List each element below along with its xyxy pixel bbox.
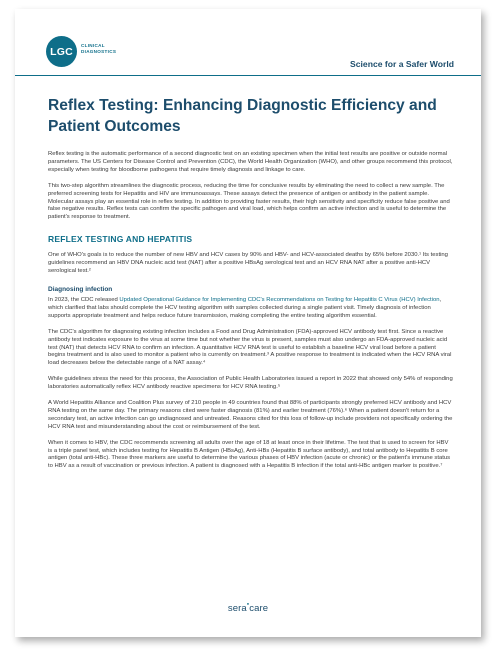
lgc-logo: LGC [46,36,77,67]
brand-part-1: sera [227,603,247,614]
tagline: Science for a Safer World [350,59,454,69]
section-paragraph-1: One of WHO's goals is to reduce the number of new HBV and HCV cases by 90% and HBV- and HCV-associated deaths by 65% before 2030.¹ Its testing guidelines recommend an HBV DNA nucleic acid test (NAT) after a positive HBsAg serological test and an HCV RNA NAT after a positive anti-HCV serological test.² [48,252,448,275]
intro-paragraph-2: This two-step algorithm streamlines the diagnostic process, reducing the time for conclusive results by eliminating the need to collect a new sample. The preferred screening tests for Hepatitis and HIV are immunoassays. These assays detect the presence of antigen or antibody in the patient sample. Molecular assays play an essential role in reflex testing. In addition to providing faster results, their high sensitivity and specificity reduce false positive and false negative results. Reflex tests can confirm the specific pathogen and viral load, which helps confirm an active infection and is useful to determine the patient's response to treatment. [48,182,450,221]
document-body [48,95,454,479]
logo-line-2: DIAGNOSTICS [81,49,117,54]
hbv-paragraph: When it comes to HBV, the CDC recommends screening all adults over the age of 18 at least once in their lifetime. The test that is used to screen for HBV is a triple panel test, which includes testing for Hepatitis B Antigen (HBsAg), Anti-HBs (Hepatitis B surface antibody), and total antibody to Hepatitis B core antigen (total anti-HBc). These three markers are useful to determine the various phases of HBV infection (acute or chronic) or the patient's immune status to HBV as a result of vaccination or previous infection. A patient is diagnosed with a Hepatitis B infection if the total anti-HBc antigen marker is positive.⁷ [48,439,451,470]
page-header [15,9,481,75]
intro-paragraph-1: Reflex testing is the automatic performance of a second diagnostic test on an existing specimen when the initial test results are positive or outside normal parameters. The US Centers for Disease Control and Prevention (CDC), the World Health Organization (WHO), and other groups recommend this protocol, especially when testing for bloodborne pathogens that require timely diagnosis and linkage to care. [48,151,453,173]
header-divider [15,75,481,76]
seracare-logo [15,601,481,614]
subheading-diagnosing: Diagnosing infection [48,285,113,293]
aphl-paragraph: While guidelines stress the need for this process, the Association of Public Health Laboratories issued a report in 2022 that showed only 54% of responding laboratories automatically reflex HCV antibody reactive specimens for HCV RNA testing.⁵ [48,376,453,391]
brand-dot-icon: ● [246,601,250,606]
section-heading: REFLEX TESTING AND HEPATITIS [48,234,193,245]
diagnosing-paragraph [48,297,454,321]
cdc-guidance-link[interactable]: Updated Operational Guidance for Implementing CDC's Recommendations on Testing for Hepatitis C Virus (HCV) Infection [119,296,440,303]
document-page [15,9,481,637]
logo-subtitle [81,43,131,55]
diagnosing-text-end: , which clarified that labs should complete the HCV testing algorithm with samples collected during a single patient visit. Timely diagnosis of infection supports appropriate treatment and helps reduce future transmission, making completing the entire testing algorithm essential. [48,296,442,319]
algorithm-paragraph: The CDC's algorithm for diagnosing existing infection includes a Food and Drug Administration (FDA)-approved HCV antibody test first. Since a reactive antibody test indicates exposure to the virus at some time but not whether the virus is present, samples must also undergo an FDA-approved nucleic acid test (NAT) that detects HCV RNA to confirm an infection. A quantitative HCV RNA test is useful to establish a baseline HCV viral load before a patient begins treatment and is also used to monitor a patient who is currently on treatment.³ A positive response to treatment is indicated when the HCV RNA viral load decreases below the detectable range of a NAT assay.⁴ [48,328,452,367]
logo-line-1: CLINICAL [81,43,105,48]
survey-paragraph: A World Hepatitis Alliance and Coalition Plus survey of 210 people in 49 countries found that 88% of participants strongly preferred HCV antibody and HCV RNA testing on the same day. The primary reasons cited were faster diagnosis (81%) and earlier treatment (76%).⁶ When a patient doesn't return for a secondary test, an active infection can go undiagnosed and untreated. Reasons cited for this loss of follow-up include providers not specifically ordering the HCV RNA test and misunderstanding about the cost or reimbursement of the test. [48,400,453,430]
diagnosing-text-start: In 2023, the CDC released [48,296,120,303]
document-title: Reflex Testing: Enhancing Diagnostic Efficiency and Patient Outcomes [48,97,437,135]
brand-part-2: care [249,603,269,614]
